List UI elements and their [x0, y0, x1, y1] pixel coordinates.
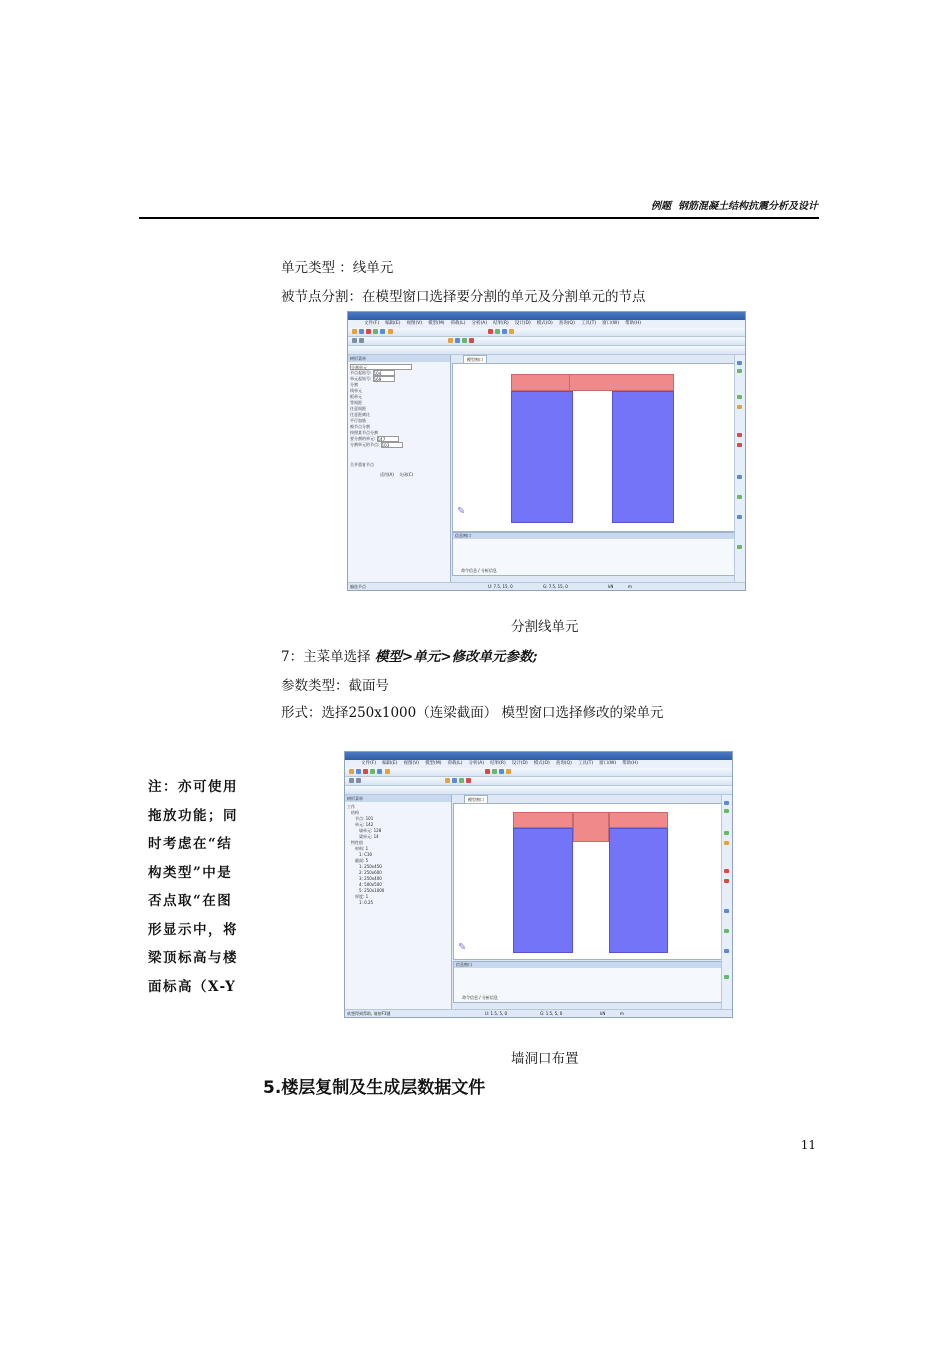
message-window: [453, 961, 723, 1003]
status-u-coords: U: 7.5, 15, 0: [488, 584, 513, 589]
option-line-element[interactable]: 线单元: [350, 388, 362, 393]
left-wall[interactable]: [513, 828, 573, 953]
menu-bar: [345, 760, 732, 768]
screenshot-split-element: [347, 311, 746, 591]
status-bar: [348, 582, 745, 590]
start-element-field[interactable]: 单元起始号: 169: [350, 376, 448, 382]
menu-item[interactable]: 文件(F): [361, 761, 377, 766]
toolbar-2: [345, 777, 732, 786]
page-number: 11: [800, 1138, 816, 1152]
toolbar-3: [345, 786, 732, 795]
right-wall[interactable]: [609, 828, 668, 953]
option-plate-element[interactable]: 板单元: [350, 394, 362, 399]
tree-item[interactable]: 墙单元: 128: [359, 828, 382, 833]
tree-item[interactable]: 工作: [347, 804, 355, 809]
menu-item[interactable]: 视图(V): [406, 321, 423, 326]
status-force-unit[interactable]: kN: [608, 584, 614, 589]
tree-item[interactable]: 1: C30: [359, 852, 373, 857]
option-distance-ratio[interactable]: 任意距离比: [350, 412, 370, 417]
status-force-unit[interactable]: kN: [600, 1011, 606, 1016]
split-element-field[interactable]: 要分割的单元: 147: [350, 436, 448, 442]
menu-item[interactable]: 文件(F): [364, 321, 380, 326]
coupling-beam-250x1000[interactable]: [573, 812, 609, 842]
element-type-line: 单元类型 ：线单元: [281, 260, 394, 276]
tree-item[interactable]: 1: 250x450: [359, 864, 382, 869]
tab-model-window[interactable]: 模型窗口: [464, 795, 488, 804]
menu-item[interactable]: 荷载(L): [447, 761, 463, 766]
option-node-split[interactable]: 被节点分割: [350, 424, 370, 429]
apply-button[interactable]: 适用(A): [380, 472, 394, 477]
menu-item[interactable]: 视图(V): [403, 761, 420, 766]
tree-item[interactable]: 1: 0.25: [359, 900, 374, 905]
menu-item[interactable]: 编辑(E): [382, 761, 398, 766]
status-g-coords: G: 1.5, 5, 0: [540, 1011, 563, 1016]
menu-item[interactable]: 结果(R): [493, 321, 509, 326]
menu-item[interactable]: 查询(Q): [555, 761, 572, 766]
tree-item[interactable]: 3: 250x400: [359, 876, 382, 881]
note-line: 注：亦可使用: [148, 779, 238, 795]
menu-item[interactable]: 分析(A): [471, 321, 488, 326]
split-node-marker: [569, 374, 570, 391]
section-heading: 5.楼层复制及生成层数据文件: [263, 1078, 486, 1098]
panel-title: 树形菜单: [348, 355, 450, 362]
tree-item[interactable]: 4: 500x500: [359, 882, 382, 887]
status-hint: 编选节点: [350, 584, 366, 589]
tree-item[interactable]: 节点: 101: [355, 816, 374, 821]
status-bar: [345, 1009, 732, 1017]
message-window-title: 信息窗口: [454, 962, 722, 968]
menu-item[interactable]: 荷载(L): [450, 321, 466, 326]
message-window-title: 信息窗口: [453, 533, 734, 539]
menu-item[interactable]: 帮助(H): [622, 761, 638, 766]
tree-item[interactable]: 厚度: 1: [355, 894, 369, 899]
menu-bar: [348, 320, 745, 328]
status-g-coords: G: 7.5, 15, 0: [543, 584, 568, 589]
menu-item[interactable]: 帮助(H): [625, 321, 641, 326]
note-line: 拖放功能；同: [148, 807, 238, 824]
toolbar-1: [348, 328, 745, 337]
menu-item[interactable]: 模型(M): [428, 321, 445, 326]
node-split-line: 被节点分割：在模型窗口选择要分割的单元及分割单元的节点: [281, 289, 646, 305]
option-by-node[interactable]: 按照某节点分割: [350, 430, 378, 435]
menu-item[interactable]: 编辑(E): [385, 321, 401, 326]
status-u-coords: U: 1.5, 5, 0: [485, 1011, 508, 1016]
tree-item[interactable]: 梁单元: 14: [359, 834, 379, 839]
right-toolbar: [734, 355, 745, 582]
menu-item[interactable]: 工具(T): [580, 321, 597, 326]
tree-item[interactable]: 截面: 5: [355, 858, 369, 863]
step7-line: [281, 645, 538, 665]
merge-node-checkbox[interactable]: 合并重复节点: [350, 462, 374, 467]
tree-item[interactable]: 特性值: [351, 840, 363, 845]
option-parallel[interactable]: 平行加筋: [350, 418, 366, 423]
toolbar-2: [348, 337, 745, 346]
menu-item[interactable]: 模式(O): [533, 761, 550, 766]
tree-item[interactable]: 结构: [351, 810, 359, 815]
figure-caption-2: 墙洞口布置: [511, 1051, 579, 1067]
note-line: 时考虑在“结: [148, 836, 233, 852]
toolbar-3: [348, 346, 745, 355]
menu-item[interactable]: 设计(D): [514, 321, 531, 326]
step7-menu-path: 模型>单元>修改单元参数;: [374, 649, 538, 665]
axis-icon: ✎: [457, 506, 466, 517]
panel-buttons: [350, 472, 448, 478]
menu-item[interactable]: 查询(Q): [558, 321, 575, 326]
tab-model-window[interactable]: 模型窗口: [463, 355, 487, 364]
tree-menu-panel: [348, 355, 451, 583]
menu-item[interactable]: 模型(M): [425, 761, 442, 766]
form-line: 形式：选择250x1000（连梁截面） 模型窗口选择修改的梁单元: [281, 705, 664, 721]
header-rule: [139, 217, 819, 219]
step7-prefix: 7：主菜单选择: [281, 649, 375, 665]
right-beam[interactable]: [609, 812, 668, 828]
note-line: 构类型”中是: [148, 864, 233, 881]
menu-item[interactable]: 窗口(W): [599, 761, 617, 766]
param-type-line: 参数类型：截面号: [281, 678, 389, 694]
axis-icon: ✎: [458, 942, 467, 953]
note-line: 形显示中，将: [148, 921, 238, 938]
message-tabs[interactable]: 命令信息 / 分析信息: [462, 995, 498, 1000]
tree-menu-panel: [345, 795, 452, 1010]
model-canvas[interactable]: [453, 803, 723, 960]
left-beam[interactable]: [513, 812, 573, 828]
menu-item[interactable]: 分析(A): [468, 761, 485, 766]
panel-title: 树形菜单: [345, 795, 451, 802]
tree-item[interactable]: 5: 250x1000: [359, 888, 385, 893]
menu-item[interactable]: 结果(R): [490, 761, 506, 766]
model-canvas[interactable]: [452, 363, 735, 532]
menu-item[interactable]: 窗口(W): [602, 321, 620, 326]
window-titlebar: [348, 312, 745, 320]
menu-item[interactable]: 工具(T): [577, 761, 594, 766]
function-dropdown[interactable]: 分割单元: [350, 364, 448, 370]
status-length-unit[interactable]: m: [628, 584, 632, 589]
right-wall[interactable]: [612, 391, 674, 523]
toolbar-1: [345, 768, 732, 777]
split-group-label: 分割: [350, 382, 358, 387]
figure-caption-1: 分割线单元: [511, 619, 579, 635]
status-length-unit[interactable]: m: [620, 1011, 624, 1016]
tree-item[interactable]: 材料: 1: [355, 846, 369, 851]
note-line: 否点取“在图: [148, 893, 233, 909]
model-tree[interactable]: [345, 802, 451, 908]
note-line: 面标高（X-Y: [148, 978, 237, 995]
left-wall[interactable]: [511, 391, 573, 523]
tree-item[interactable]: 单元: 142: [355, 822, 374, 827]
option-any-spacing[interactable]: 任意间距: [350, 406, 366, 411]
start-node-field[interactable]: 节点起始号: 104: [350, 370, 448, 376]
window-titlebar: [345, 752, 732, 760]
menu-item[interactable]: 模式(O): [536, 321, 553, 326]
option-equal-spacing[interactable]: 等间距: [350, 400, 362, 405]
right-toolbar: [721, 795, 732, 1009]
split-node-field[interactable]: 分割单元的节点: 103: [350, 442, 448, 448]
message-tabs[interactable]: 命令信息 / 分析信息: [461, 568, 497, 573]
tree-item[interactable]: 2: 250x600: [359, 870, 382, 875]
status-hint: 欲想得到帮助, 请按F1键: [347, 1011, 391, 1016]
screenshot-wall-openings: [344, 751, 733, 1018]
note-line: 梁顶标高与楼: [148, 950, 238, 966]
message-window: [452, 532, 735, 576]
coupling-beam[interactable]: [511, 374, 674, 391]
close-button[interactable]: 关闭(C): [399, 472, 414, 477]
menu-item[interactable]: 设计(D): [511, 761, 528, 766]
side-note: [148, 773, 258, 1001]
running-header: 例题 钢筋混凝土结构抗震分析及设计: [651, 201, 818, 212]
